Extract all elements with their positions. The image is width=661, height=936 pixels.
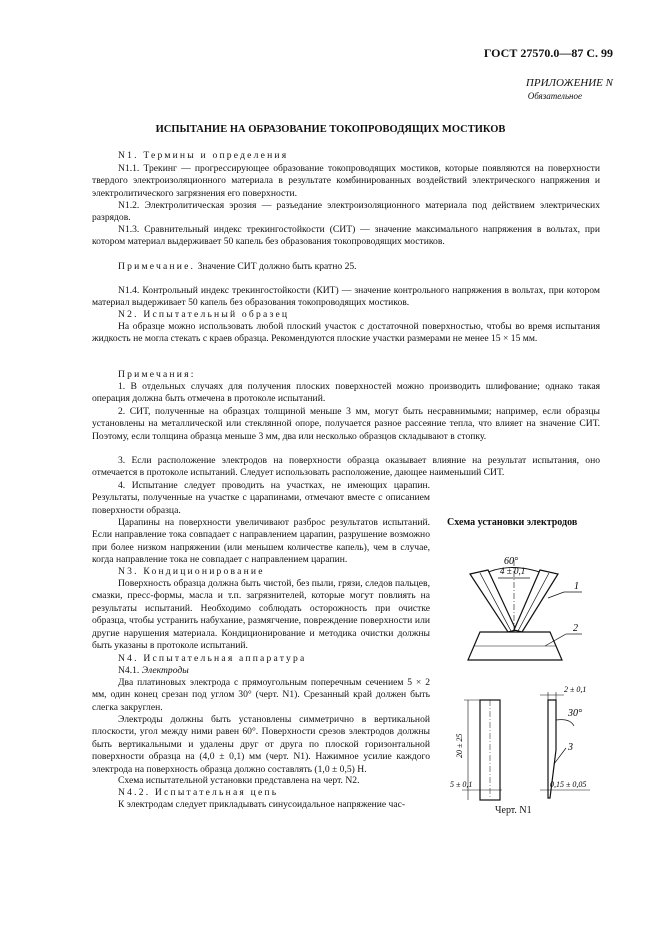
cut-angle-arc bbox=[556, 720, 574, 726]
page-title: ИСПЫТАНИЕ НА ОБРАЗОВАНИЕ ТОКОПРОВОДЯЩИХ МОСТИКОВ bbox=[155, 124, 506, 135]
drawing-label: Черт. N1 bbox=[495, 805, 532, 816]
length-label: 20 ± 25 bbox=[455, 733, 464, 758]
label-1: 1 bbox=[574, 581, 579, 592]
right-electrode bbox=[514, 570, 558, 632]
appendix-status: Обязательное bbox=[527, 91, 582, 101]
label-2: 2 bbox=[573, 623, 578, 634]
paragraph-n1-4: N1.4. Контрольный индекс трекингостойкости (КИТ) — значение контрольного напряжения в вольтах, при котором материал выдерживает 50 капель без образования токопроводящих мостиков. bbox=[92, 285, 600, 309]
n4-1-title: Электроды bbox=[141, 665, 189, 676]
section-n2-heading: N2. Испытательный образец bbox=[118, 309, 290, 320]
section-n4-1-heading bbox=[92, 665, 430, 677]
n4-1-number: N4.1. bbox=[118, 665, 140, 676]
leader-1 bbox=[548, 592, 564, 598]
thickness-label: 2 ± 0,1 bbox=[564, 685, 587, 694]
right-electrode-edge bbox=[518, 573, 549, 631]
left-electrode bbox=[470, 570, 516, 632]
angle-60-label: 60° bbox=[504, 556, 518, 567]
angle-30-label: 30° bbox=[568, 708, 582, 719]
label-3: 3 bbox=[568, 742, 573, 753]
section-n4-2-heading: N4.2. Испытательная цепь bbox=[118, 787, 279, 798]
note-1: 1. В отдельных случаях для получения плоских поверхностей можно производить шлифование; однако такая операция должна быть отмечена в протоколе испытаний. bbox=[92, 381, 600, 405]
note-label: Примечание. bbox=[118, 261, 196, 272]
note-2: 2. СИТ, полученные на образцах толщиной меньше 3 мм, могут быть несравнимыми; например, если образцы установлены на металлической или стеклянной опоре, получается разное рассеяние тепла, что влияет на значение СИТ. Поэтому, если толщина образца меньше 3 мм, два или несколько образцов складывают в стопку. bbox=[92, 406, 600, 442]
paragraph-n4-1: Два платиновых электрода с прямоугольным поперечным сечением 5 × 2 мм, один конец срезан под углом 30° (черт. N1). Срезанный край должен быть слегка закруглен. bbox=[92, 677, 430, 713]
section-n1-heading: N1. Термины и определения bbox=[118, 150, 289, 161]
paragraph-scheme-ref: Схема испытательной установки представлена на черт. N2. bbox=[118, 775, 360, 786]
paragraph-n4-2: К электродам следует прикладывать синусоидальное напряжение час- bbox=[118, 799, 406, 810]
section-n3-heading: N3. Кондиционирование bbox=[118, 566, 265, 577]
paragraph-n1-3: N1.3. Сравнительный индекс трекингостойкости (СИТ) — значение максимального напряжения в вольтах, при котором материал выдерживает 50 капель без образования токопроводящих мостиков. bbox=[92, 224, 600, 248]
note-4: 4. Испытание следует проводить на участках, не имеющих царапин. Результаты, полученные на участке с царапинами, отмечают вместе с описанием поверхности образца. bbox=[92, 480, 430, 516]
electrode-diagram bbox=[440, 540, 620, 805]
paragraph-n1-2: N1.2. Электролитическая эрозия — разъедание электроизоляционного материала под действием электрических разрядов. bbox=[92, 200, 600, 224]
round-label: 0,15 ± 0,05 bbox=[550, 780, 587, 789]
paragraph-electrode-position: Электроды должны быть установлены симметрично в вертикальной плоскости, угол между ними равен 60°. Поверхности срезов электродов должны быть вертикальными и удалены друг от друга по плоской горизонтальной поверхности образца на (4,0 ± 0,1) мм (черт. N1). Нажимное усилие каждого электрода на поверхность образца должно составлять (1,0 ± 0,5) Н. bbox=[92, 714, 430, 775]
left-electrode-edge bbox=[480, 573, 511, 631]
notes-label: Примечания: bbox=[118, 369, 196, 380]
paragraph-n3: Поверхность образца должна быть чистой, без пыли, грязи, следов пальцев, смазки, пресс-формы, масла и т.п. загрязнителей, которые могут повлиять на результаты испытаний. Необходимо соблюдать осторожность при очистке образца, чтобы устранить набухание, размягчение, повреждение поверхности или другие нарушения материала. Кондиционирование и методика очистки должны быть указаны в протоколе испытаний. bbox=[92, 578, 430, 652]
figure-caption: Схема установки электродов bbox=[447, 517, 578, 528]
paragraph-n1-1: N1.1. Трекинг — прогрессирующее образование токопроводящих мостиков, которые появляются на поверхности твердого электроизоляционного материала в результате комбинированных воздействий электрического напряжения и электролитического загрязнения его поверхности. bbox=[92, 163, 600, 199]
note-cit bbox=[92, 261, 600, 273]
standard-header: ГОСТ 27570.0—87 С. 99 bbox=[483, 46, 613, 60]
gap-label: 4 ± 0,1 bbox=[500, 566, 526, 576]
paragraph-n2: На образце можно использовать любой плоский участок с достаточной поверхностью, чтобы во время испытания жидкость не могла стекать с краев образца. Рекомендуются плоские участки размерами не менее 15 × 15 мм. bbox=[92, 321, 600, 345]
note-text: Значение СИТ должно быть кратно 25. bbox=[197, 261, 357, 272]
section-n4-heading: N4. Испытательная аппаратура bbox=[118, 653, 307, 664]
note-3: 3. Если расположение электродов на поверхности образца оказывает влияние на результат испытания, оно отмечается в протоколе испытаний. Следует использовать расположение, дающее наименьший СИТ. bbox=[92, 455, 600, 479]
appendix-label: ПРИЛОЖЕНИЕ N bbox=[525, 77, 613, 89]
width-label: 5 ± 0,1 bbox=[450, 780, 473, 789]
paragraph-scratches: Царапины на поверхности увеличивают разброс результатов испытаний. Если направление тока совпадает с направлением царапин, разрушение возможно при более низком напряжении (или меньшем количестве капель), чем в случае, когда направление тока не совпадает с направлением царапин. bbox=[92, 517, 430, 566]
